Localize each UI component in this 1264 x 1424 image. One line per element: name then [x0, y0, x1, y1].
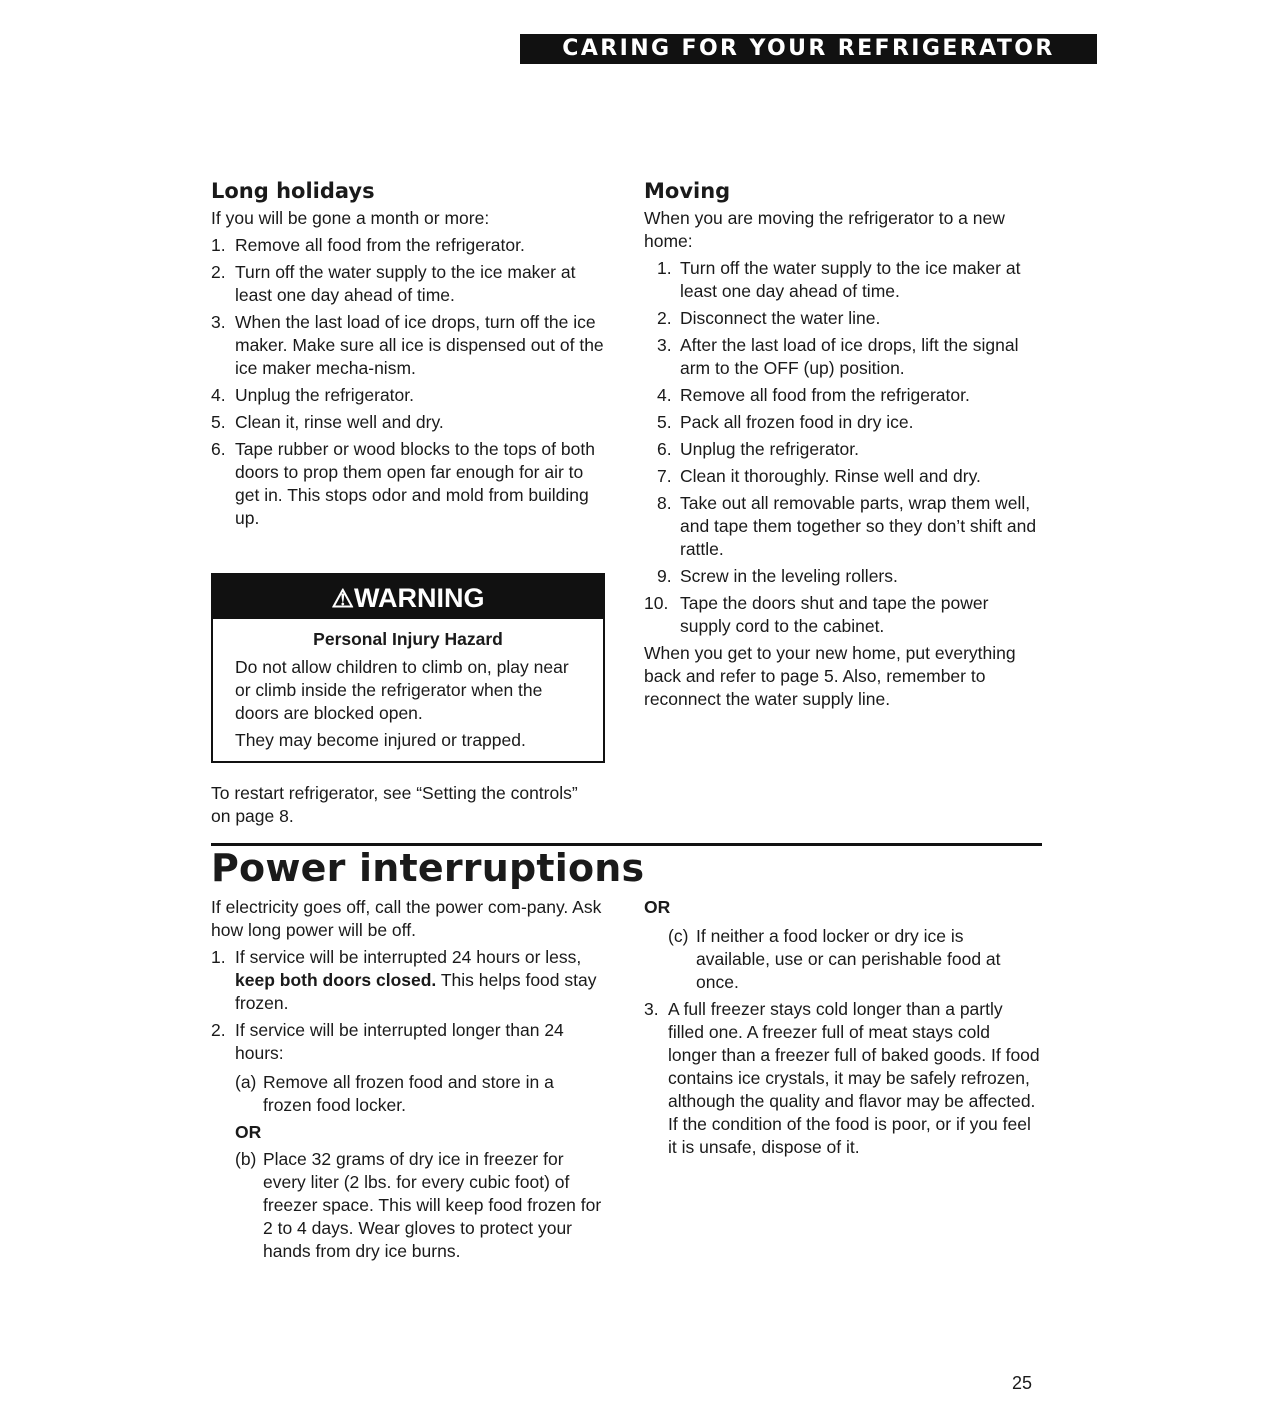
- sub-steps: [644, 925, 1042, 994]
- list-item: 2. If service will be interrupted longer than 24 hours: (a) Remove all frozen food and store in a frozen food locker. OR (b) Place 32 grams of dry ice in freezer for every liter (2 lbs. for every cubic foot) of freezer space. This will keep food frozen for 2 to 4 days. Wear gloves to protect your hands from dry ice burns.: [211, 1019, 607, 1263]
- list-item: 4. Remove all food from the refrigerator.: [657, 385, 970, 405]
- moving-heading: Moving: [644, 179, 731, 203]
- moving-section: [644, 180, 1042, 715]
- restart-note: To restart refrigerator, see “Setting the controls” on page 8.: [211, 783, 578, 826]
- sub-steps: [235, 1071, 607, 1263]
- list-item: (b) Place 32 grams of dry ice in freezer for every liter (2 lbs. for every cubic foot) of freezer space. This will keep food frozen for 2 to 4 days. Wear gloves to protect your hands from dry ice burns.: [235, 1149, 602, 1261]
- long-holidays-steps: [211, 234, 611, 530]
- list-item: 7. Clean it thoroughly. Rinse well and dry.: [657, 466, 981, 486]
- list-item: 5. Clean it, rinse well and dry.: [211, 412, 444, 432]
- list-item: 2. Turn off the water supply to the ice maker at least one day ahead of time.: [211, 262, 576, 305]
- list-item: 1. Remove all food from the refrigerator.: [211, 235, 525, 255]
- warning-body: [213, 656, 603, 752]
- list-item: 8. Take out all removable parts, wrap them well, and tape them together so they don’t shift and rattle.: [657, 493, 1037, 559]
- list-item: 6. Tape rubber or wood blocks to the tops of both doors to prop them open far enough for air to get in. This stops odor and mold from building up.: [211, 439, 595, 528]
- long-holidays-heading: Long holidays: [211, 179, 375, 203]
- list-item: 10. Tape the doors shut and tape the power supply cord to the cabinet.: [644, 593, 989, 636]
- or-label: OR: [235, 1122, 262, 1142]
- warning-header: [213, 575, 603, 619]
- list-item: 6. Unplug the refrigerator.: [657, 439, 859, 459]
- list-item: 2. Disconnect the water line.: [657, 308, 881, 328]
- list-item: 4. Unplug the refrigerator.: [211, 385, 414, 405]
- power-left-column: [211, 896, 607, 1267]
- moving-steps: [644, 257, 1042, 638]
- warning-text: They may become injured or trapped.: [235, 730, 526, 750]
- list-item: 3. A full freezer stays cold longer than a partly filled one. A freezer full of meat stays cold longer than a freezer full of baked goods. If food contains ice crystals, it may be safely refrozen, although the quality and flavor may be affected. If the condition of the food is poor, or if you feel it is unsafe, dispose of it.: [644, 999, 1040, 1157]
- warning-title: WARNING: [353, 583, 485, 613]
- long-holidays-section: [211, 180, 611, 534]
- moving-outro: When you get to your new home, put everything back and refer to page 5. Also, remember to reconnect the water supply line.: [644, 643, 1016, 709]
- power-intro: If electricity goes off, call the power com-pany. Ask how long power will be off.: [211, 897, 602, 940]
- list-item: (c) If neither a food locker or dry ice is available, use or can perishable food at once.: [668, 926, 1001, 992]
- warning-box: [211, 573, 605, 763]
- power-interruptions-heading: Power interruptions: [211, 846, 645, 890]
- long-holidays-intro: If you will be gone a month or more:: [211, 208, 490, 228]
- list-item: 3. When the last load of ice drops, turn off the ice maker. Make sure all ice is dispensed out of the ice maker mecha-nism.: [211, 312, 604, 378]
- warning-triangle-icon: ⚠: [331, 585, 354, 613]
- power-steps: [211, 946, 607, 1263]
- power-right-column: [644, 896, 1042, 1163]
- warning-subtitle: Personal Injury Hazard: [313, 629, 503, 649]
- list-item: 3. After the last load of ice drops, lift the signal arm to the OFF (up) position.: [657, 335, 1019, 378]
- list-item: 5. Pack all frozen food in dry ice.: [657, 412, 914, 432]
- or-label: OR: [644, 897, 671, 917]
- list-item: 1. If service will be interrupted 24 hours or less, keep both doors closed. This helps food stay frozen.: [211, 947, 597, 1013]
- power-steps-cont: [644, 998, 1042, 1159]
- list-item: (a) Remove all frozen food and store in a frozen food locker.: [235, 1072, 554, 1115]
- moving-intro: When you are moving the refrigerator to a new home:: [644, 208, 1005, 251]
- list-item: 1. Turn off the water supply to the ice maker at least one day ahead of time.: [657, 258, 1021, 301]
- list-item: 9. Screw in the leveling rollers.: [657, 566, 898, 586]
- section-banner: CARING FOR YOUR REFRIGERATOR: [520, 34, 1097, 64]
- warning-text: Do not allow children to climb on, play near or climb inside the refrigerator when the doors are blocked open.: [235, 657, 569, 723]
- page-number: 25: [1012, 1373, 1033, 1393]
